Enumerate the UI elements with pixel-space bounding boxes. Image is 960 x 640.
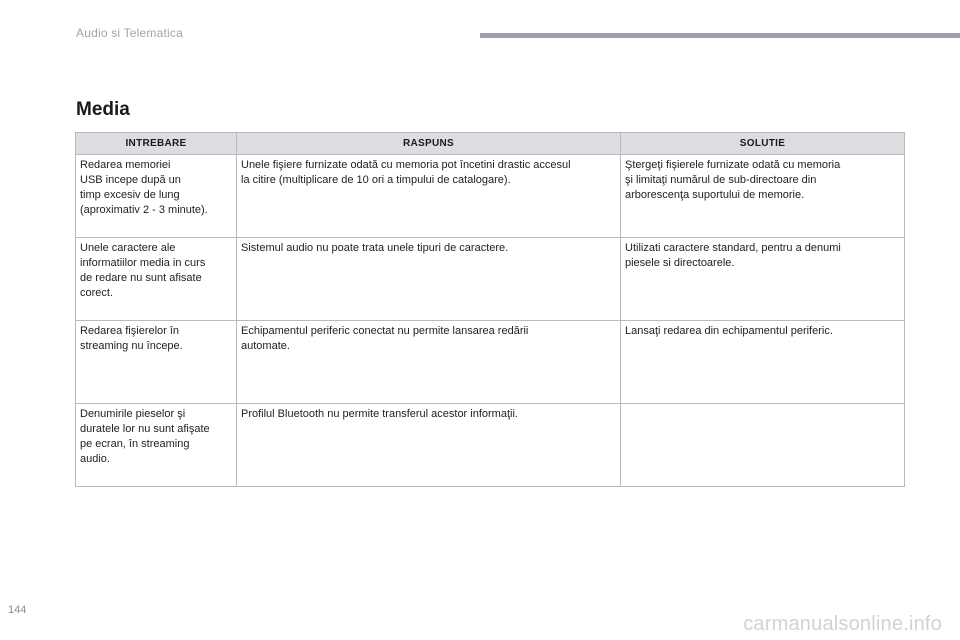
question-cell: Unele caractere ale informatiilor media in curs de redare nu sunt afisate corect. (76, 238, 237, 321)
question-cell: Denumirile pieselor şi duratele lor nu sunt afişate pe ecran, în streaming audio. (76, 404, 237, 487)
solution-cell: Ştergeţi fişierele furnizate odată cu memoria şi limitaţi numărul de sub-directoare din arborescenţa suportului de memorie. (621, 155, 905, 238)
question-cell: Redarea memoriei USB incepe după un timp excesiv de lung (aproximativ 2 - 3 minute). (76, 155, 237, 238)
section-title: Media (76, 99, 130, 120)
answer-cell: Unele fişiere furnizate odată cu memoria pot încetini drastic accesul la citire (multiplicare de 10 ori a timpului de catalogare). (237, 155, 621, 238)
question-cell: Redarea fişierelor în streaming nu începe. (76, 321, 237, 404)
answer-cell: Profilul Bluetooth nu permite transferul acestor informaţii. (237, 404, 621, 487)
column-header-solution: SOLUTIE (621, 133, 905, 155)
table-row (76, 238, 905, 321)
page-number: 144 (8, 604, 27, 616)
answer-cell: Sistemul audio nu poate trata unele tipuri de caractere. (237, 238, 621, 321)
answer-cell: Echipamentul periferic conectat nu permite lansarea redării automate. (237, 321, 621, 404)
table-row (76, 155, 905, 238)
column-header-question: INTREBARE (76, 133, 237, 155)
header-rule (480, 33, 960, 38)
column-header-answer: RASPUNS (237, 133, 621, 155)
watermark-text: carmanualsonline.info (743, 613, 942, 635)
table-row (76, 404, 905, 487)
solution-cell: Utilizati caractere standard, pentru a denumi piesele si directoarele. (621, 238, 905, 321)
running-header: Audio si Telematica (76, 26, 183, 40)
solution-cell: Lansaţi redarea din echipamentul periferic. (621, 321, 905, 404)
table-header-row (76, 133, 905, 155)
table-row (76, 321, 905, 404)
solution-cell (621, 404, 905, 487)
troubleshooting-table (75, 132, 905, 487)
